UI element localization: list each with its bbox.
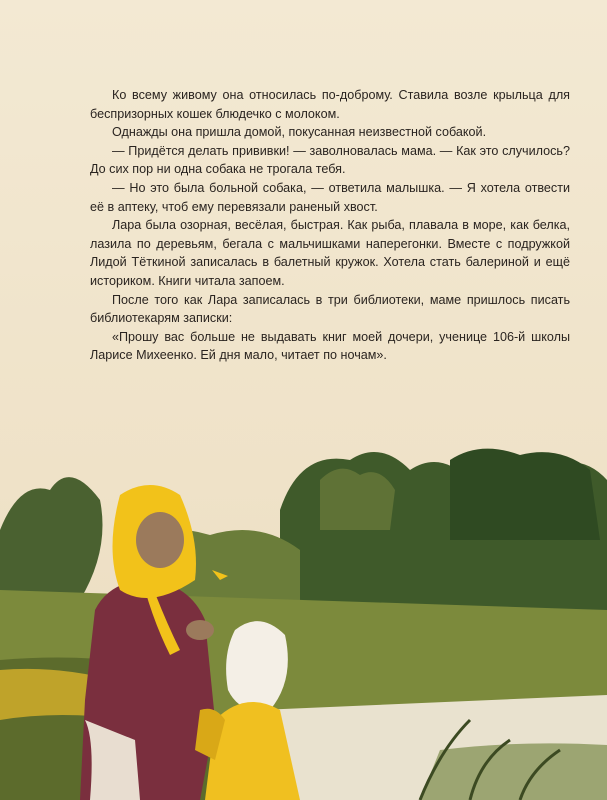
paragraph: Лара была озорная, весёлая, быстрая. Как рыба, плавала в море, как белка, лазила по деревьям, бегала с мальчишками наперегонки. Вместе с подружкой Лидой Тёткиной записалась в балетный кружок. Хотела стать балериной и ещё историком. Книги читала запоем.: [90, 218, 570, 288]
paragraph: Однажды она пришла домой, покусанная неизвестной собакой.: [112, 125, 487, 140]
illustration-grandmother-and-girl: [0, 420, 607, 800]
illustration-drawing: [0, 420, 607, 800]
paragraph: Ко всему живому она относилась по-доброму. Ставила возле крыльца для беспризорных кошек блюдечко с молоком.: [90, 88, 570, 121]
paragraph: — Придётся делать прививки! — заволновалась мама. — Как это случилось? До сих пор ни одна собака не трогала тебя.: [90, 143, 570, 177]
paragraph: — Но это была больной собака, — ответила малышка. — Я хотела отвести её в аптеку, чтоб ему перевязали раненый хвост.: [90, 180, 570, 214]
paragraph: «Прошу вас больше не выдавать книг моей дочери, ученице 106-й школы Ларисе Михеенко. Ей дня мало, читает по ночам».: [90, 329, 570, 363]
paragraph: После того как Лара записалась в три библиотеки, маме пришлось писать библиотекарям записки:: [90, 292, 570, 326]
story-text: [90, 86, 570, 365]
